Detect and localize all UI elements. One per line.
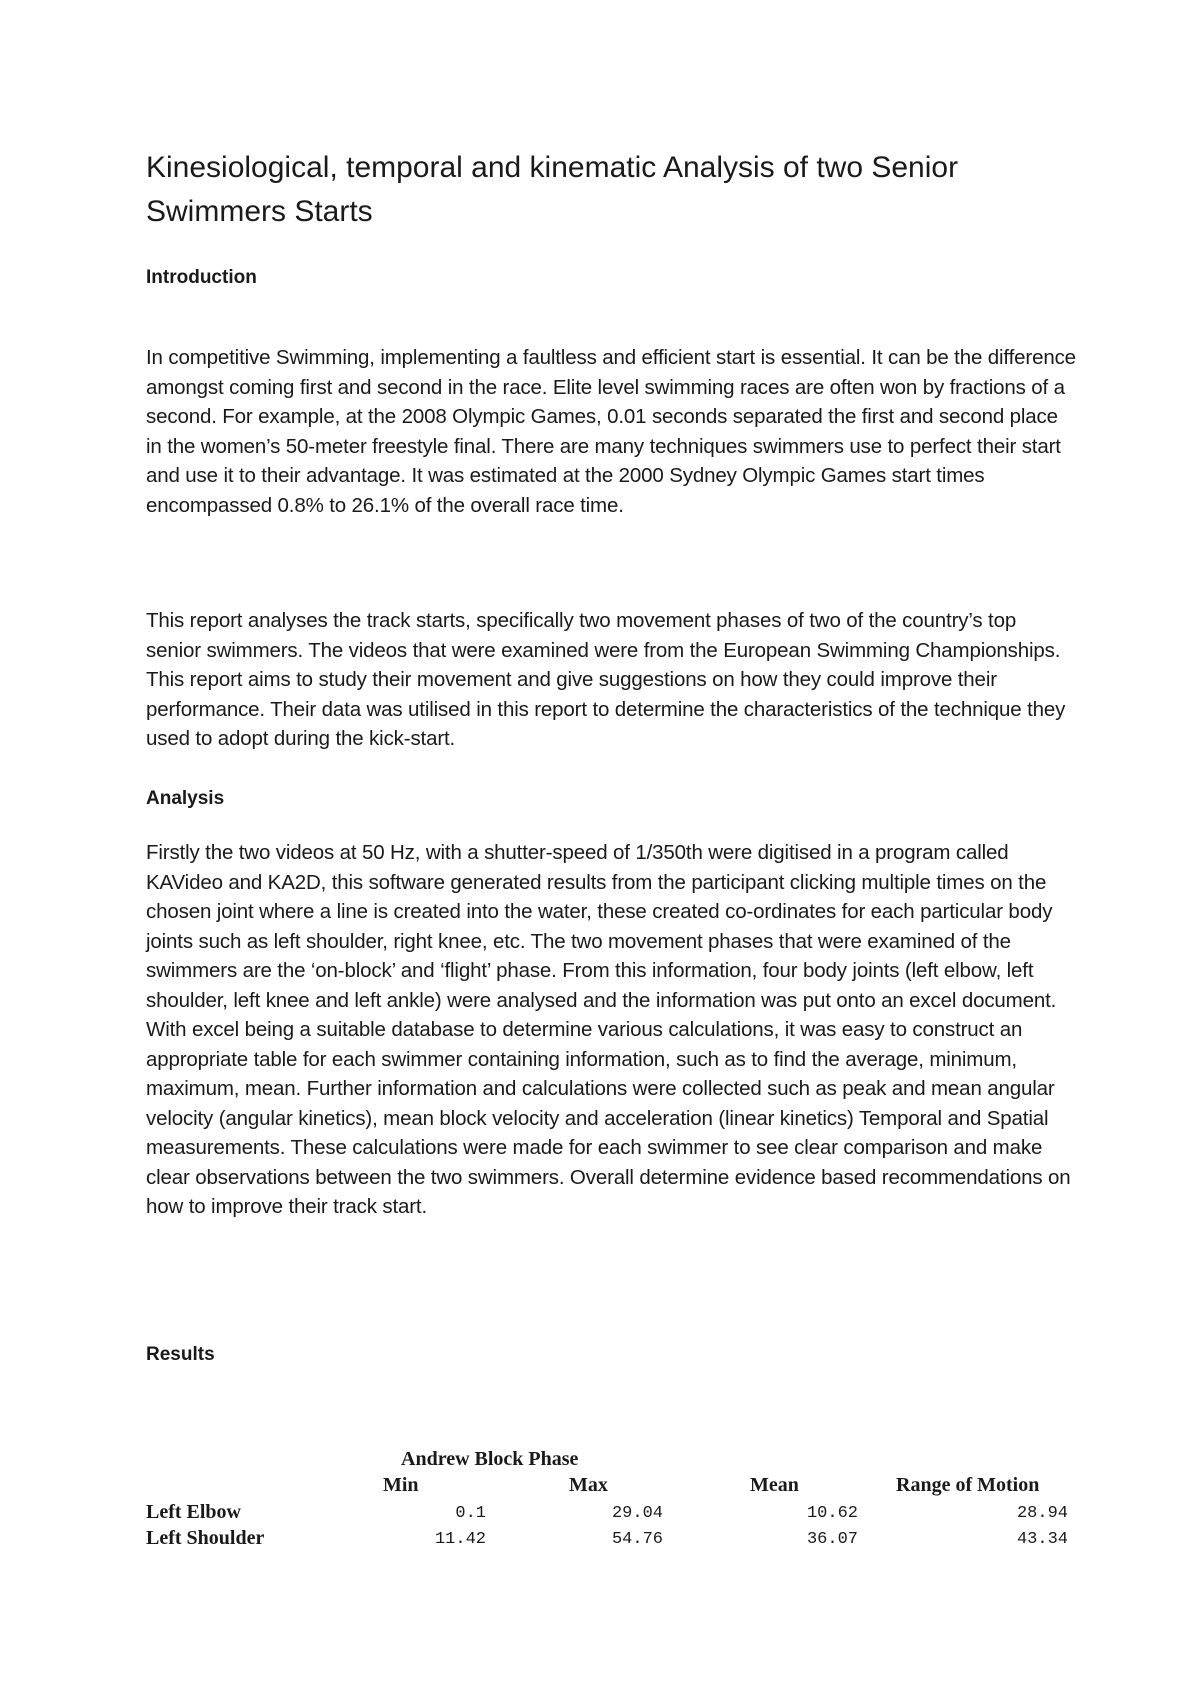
- table-cell: 10.62: [806, 1504, 858, 1523]
- column-header-mean: Mean: [750, 1474, 799, 1496]
- row-label-left-shoulder: Left Shoulder: [146, 1527, 265, 1549]
- table-cell: 36.07: [806, 1530, 858, 1549]
- intro-paragraph-2: This report analyses the track starts, specifically two movement phases of two of the country’s top senior swimmers. The videos that were examined were from the European Swimming Championships. This report aims to study their movement and give suggestions on how they could improve their performance. Their data was utilised in this report to determine the characteristics of the technique they used to adopt during the kick-start.: [146, 609, 1066, 750]
- table-cell: 11.42: [434, 1530, 486, 1549]
- section-heading-analysis: Analysis: [146, 788, 225, 809]
- table-cell: 29.04: [611, 1504, 663, 1523]
- document-title: Kinesiological, temporal and kinematic Analysis of two Senior Swimmers Starts: [146, 151, 959, 228]
- table-cell: 0.1: [455, 1504, 486, 1523]
- column-header-min: Min: [383, 1474, 419, 1496]
- column-header-max: Max: [569, 1474, 608, 1496]
- section-heading-introduction: Introduction: [146, 267, 257, 288]
- section-heading-results: Results: [146, 1344, 215, 1365]
- intro-paragraph-1: In competitive Swimming, implementing a faultless and efficient start is essential. It can be the difference amongst coming first and second in the race. Elite level swimming races are often won by fractions of a second. For example, at the 2008 Olympic Games, 0.01 seconds separated the first and second place in the women’s 50-meter freestyle final. There are many techniques swimmers use to perfect their start and use it to their advantage. It was estimated at the 2000 Sydney Olympic Games start times encompassed 0.8% to 26.1% of the overall race time.: [146, 346, 1076, 517]
- table-cell: 54.76: [611, 1530, 663, 1549]
- analysis-paragraph: Firstly the two videos at 50 Hz, with a shutter-speed of 1/350th were digitised in a program called KAVideo and KA2D, this software generated results from the participant clicking multiple times on the chosen joint where a line is created into the water, these created co-ordinates for each particular body joints such as left shoulder, right knee, etc. The two movement phases that were examined of the swimmers are the ‘on-block’ and ‘flight’ phase. From this information, four body joints (left elbow, left shoulder, left knee and left ankle) were analysed and the information was put onto an excel document. With excel being a suitable database to determine various calculations, it was easy to construct an appropriate table for each swimmer containing information, such as to find the average, minimum, maximum, mean. Further information and calculations were collected such as peak and mean angular velocity (angular kinetics), mean block velocity and acceleration (linear kinetics) Temporal and Spatial measurements. These calculations were made for each swimmer to see clear comparison and make clear observations between the two swimmers. Overall determine evidence based recommendations on how to improve their track start.: [146, 841, 1071, 1218]
- column-header-range-of-motion: Range of Motion: [896, 1474, 1040, 1496]
- table-cell: 28.94: [1016, 1504, 1068, 1523]
- table-caption: Andrew Block Phase: [401, 1448, 579, 1470]
- table-cell: 43.34: [1016, 1530, 1068, 1549]
- row-label-left-elbow: Left Elbow: [146, 1501, 241, 1523]
